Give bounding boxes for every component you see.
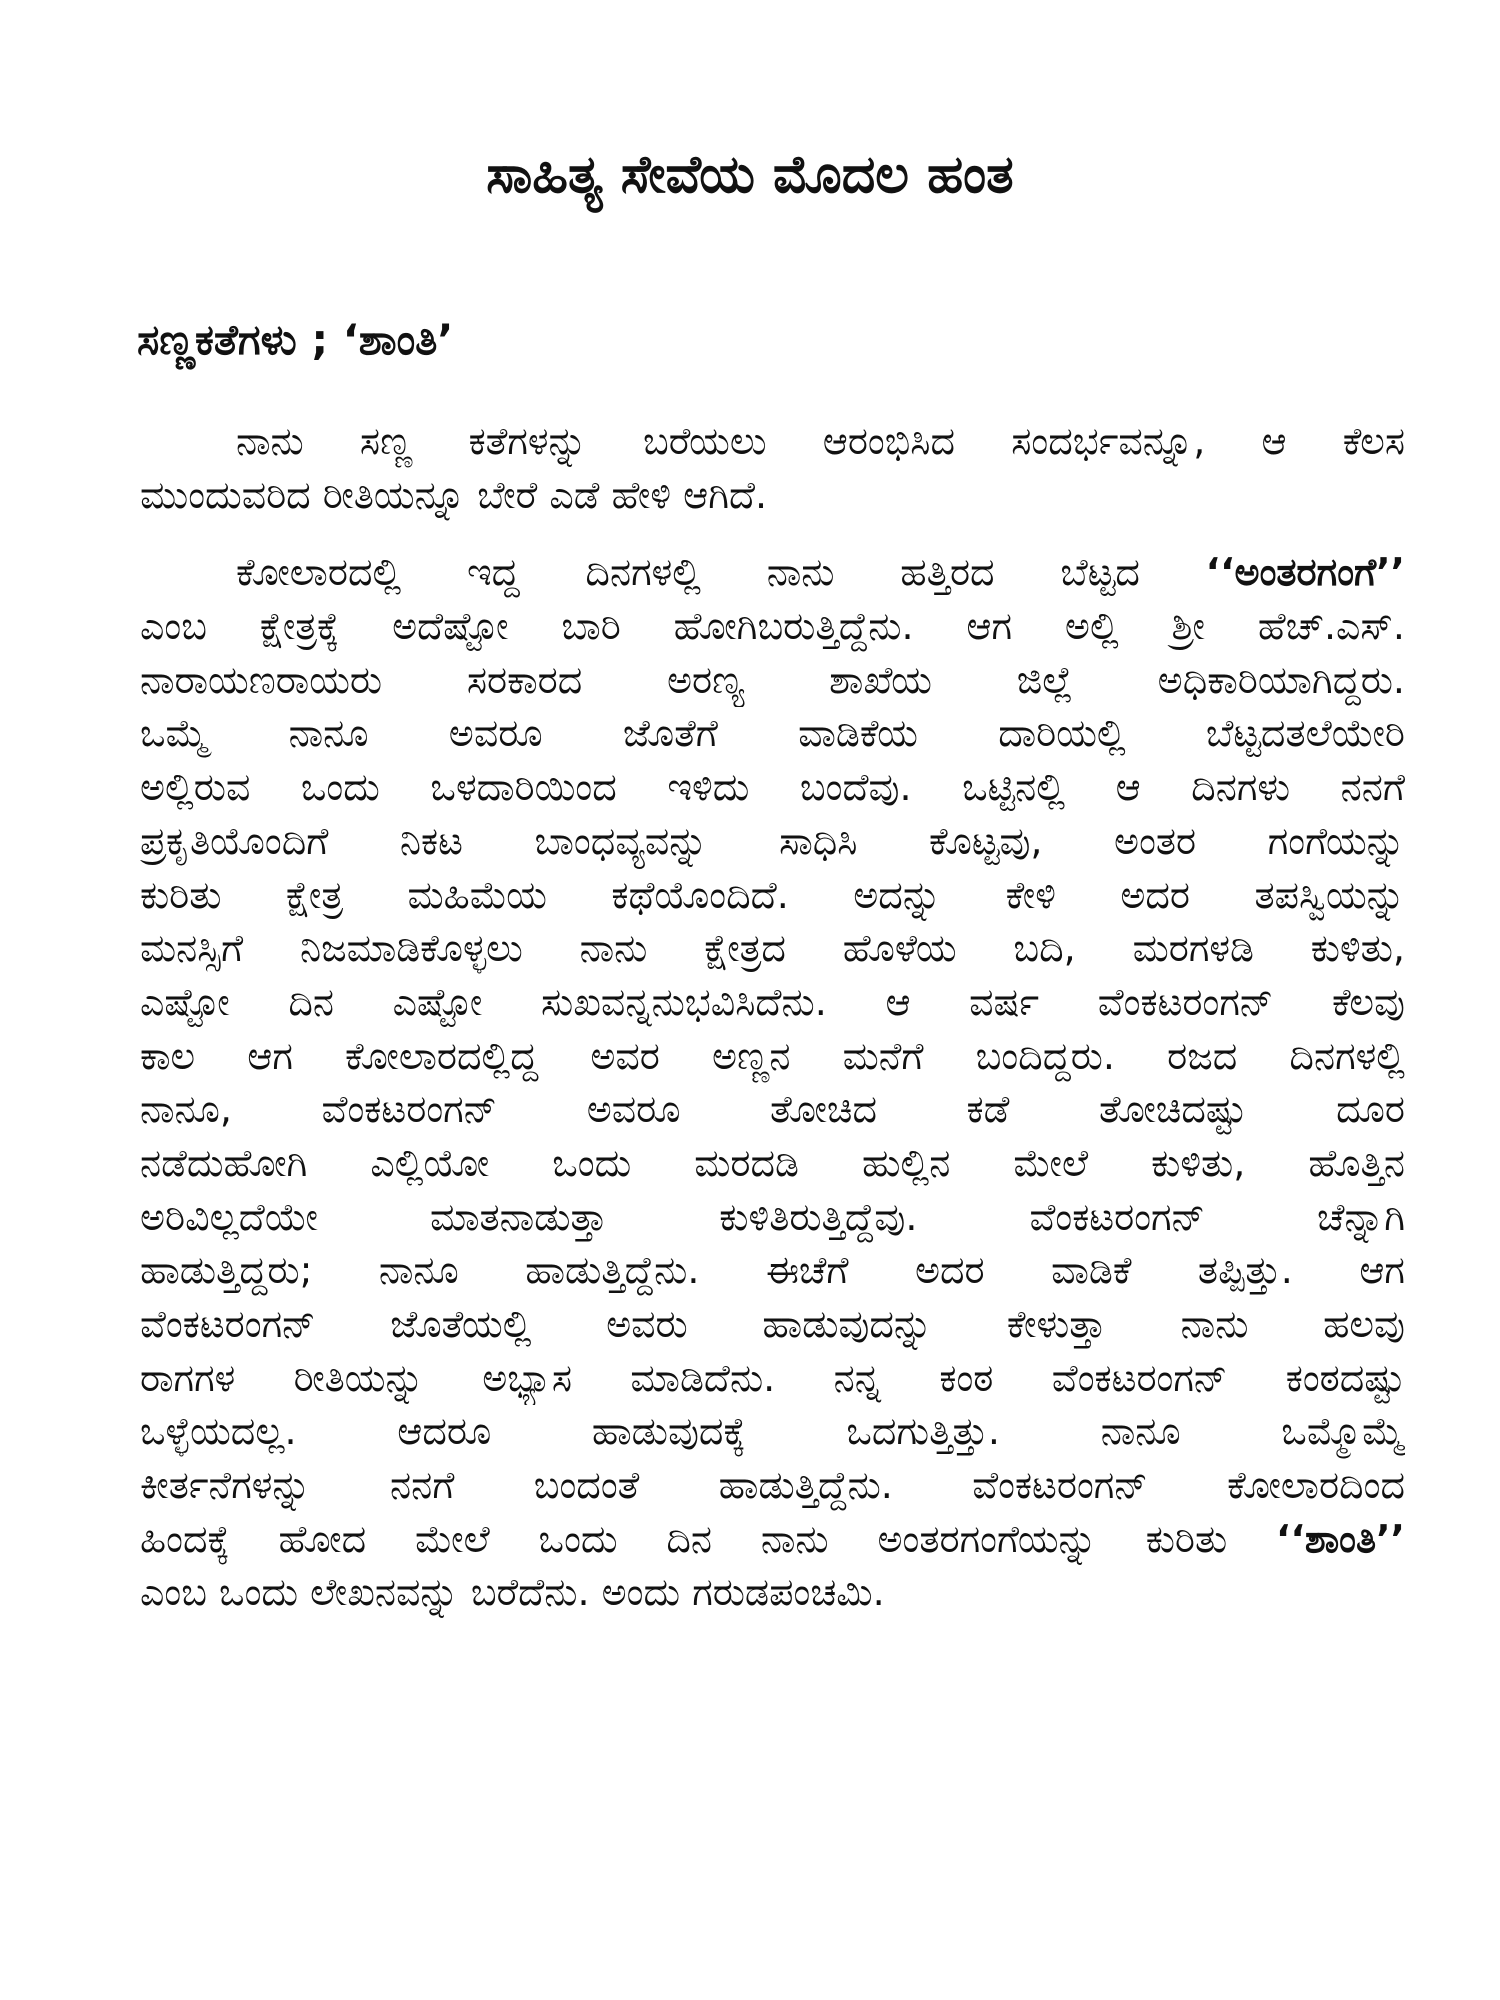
- text-line: ಎಷ್ಟೋ ದಿನ ಎಷ್ಟೋ ಸುಖವನ್ನನುಭವಿಸಿದೆನು. ಆ ವರ್ಷ ವೆಂಕಟರಂಗನ್ ಕೆಲವು: [140, 979, 1405, 1024]
- section-heading: ಸಣ್ಣಕತೆಗಳು ; ‘ಶಾಂತಿ’: [137, 315, 454, 364]
- text-line: ಅರಿವಿಲ್ಲದೆಯೇ ಮಾತನಾಡುತ್ತಾ ಕುಳಿತಿರುತ್ತಿದ್ದೆವು. ವೆಂಕಟರಂಗನ್ ಚೆನ್ನಾಗಿ: [140, 1194, 1405, 1239]
- text-line: ಒಮ್ಮೆ ನಾನೂ ಅವರೂ ಜೊತೆಗೆ ವಾಡಿಕೆಯ ದಾರಿಯಲ್ಲಿ ಬೆಟ್ಟದತಲೆಯೇರಿ: [140, 711, 1405, 756]
- text-span: ಕೋಲಾರದಲ್ಲಿ ಇದ್ದ ದಿನಗಳಲ್ಲಿ ನಾನು ಹತ್ತಿರದ ಬೆಟ್ಟದ: [236, 550, 1206, 595]
- quoted-title: ‘‘ಅಂತರಗಂಗೆ’’: [1205, 550, 1405, 595]
- body-text: [140, 415, 1405, 1620]
- text-line: [140, 1513, 1405, 1567]
- text-line: ಒಳ್ಳೆಯದಲ್ಲ. ಆದರೂ ಹಾಡುವುದಕ್ಕೆ ಒದಗುತ್ತಿತ್ತು. ನಾನೂ ಒಮ್ಮೊಮ್ಮೆ: [140, 1409, 1405, 1454]
- text-line: ಎಂಬ ಕ್ಷೇತ್ರಕ್ಕೆ ಅದೆಷ್ಟೋ ಬಾರಿ ಹೋಗಿಬರುತ್ತಿದ್ದೆನು. ಆಗ ಅಲ್ಲಿ ಶ್ರೀ ಹೆಚ್.ಎಸ್.: [140, 604, 1405, 649]
- text-line: ಕಾಲ ಆಗ ಕೋಲಾರದಲ್ಲಿದ್ದ ಅವರ ಅಣ್ಣನ ಮನೆಗೆ ಬಂದಿದ್ದರು. ರಜದ ದಿನಗಳಲ್ಲಿ: [140, 1033, 1405, 1078]
- text-line: ಮುಂದುವರಿದ ರೀತಿಯನ್ನೂ ಬೇರೆ ಎಡೆ ಹೇಳಿ ಆಗಿದೆ.: [140, 472, 768, 517]
- text-line: ರಾಗಗಳ ರೀತಿಯನ್ನು ಅಭ್ಯಾಸ ಮಾಡಿದೆನು. ನನ್ನ ಕಂಠ ವೆಂಕಟರಂಗನ್ ಕಂಠದಷ್ಟು: [140, 1355, 1405, 1400]
- text-line: ನಾನೂ, ವೆಂಕಟರಂಗನ್ ಅವರೂ ತೋಚಿದ ಕಡೆ ತೋಚಿದಷ್ಟು ದೂರ: [140, 1087, 1405, 1132]
- text-span: ಹಿಂದಕ್ಕೆ ಹೋದ ಮೇಲೆ ಒಂದು ದಿನ ನಾನು ಅಂತರಗಂಗೆಯನ್ನು ಕುರಿತು: [140, 1516, 1277, 1561]
- text-line: ವೆಂಕಟರಂಗನ್ ಜೊತೆಯಲ್ಲಿ ಅವರು ಹಾಡುವುದನ್ನು ಕೇಳುತ್ತಾ ನಾನು ಹಲವು: [140, 1302, 1405, 1346]
- text-line: [140, 546, 1405, 600]
- text-line: ಅಲ್ಲಿರುವ ಒಂದು ಒಳದಾರಿಯಿಂದ ಇಳಿದು ಬಂದೆವು. ಒಟ್ಟಿನಲ್ಲಿ ಆ ದಿನಗಳು ನನಗೆ: [140, 765, 1405, 810]
- text-line: ಪ್ರಕೃತಿಯೊಂದಿಗೆ ನಿಕಟ ಬಾಂಧವ್ಯವನ್ನು ಸಾಧಿಸಿ ಕೊಟ್ಟವು, ಅಂತರ ಗಂಗೆಯನ್ನು: [140, 818, 1405, 863]
- text-line: ಎಂಬ ಒಂದು ಲೇಖನವನ್ನು ಬರೆದೆನು. ಅಂದು ಗರುಡಪಂಚಮಿ.: [140, 1570, 885, 1615]
- text-line: ಹಾಡುತ್ತಿದ್ದರು; ನಾನೂ ಹಾಡುತ್ತಿದ್ದೆನು. ಈಚೆಗೆ ಅದರ ವಾಡಿಕೆ ತಪ್ಪಿತ್ತು. ಆಗ: [140, 1248, 1405, 1293]
- text-line: ನಾರಾಯಣರಾಯರು ಸರಕಾರದ ಅರಣ್ಯ ಶಾಖೆಯ ಜಿಲ್ಲೆ ಅಧಿಕಾರಿಯಾಗಿದ್ದರು.: [140, 657, 1405, 702]
- text-line: ಕುರಿತು ಕ್ಷೇತ್ರ ಮಹಿಮೆಯ ಕಥೆಯೊಂದಿದೆ. ಅದನ್ನು ಕೇಳಿ ಅದರ ತಪಸ್ವಿಯನ್ನು: [140, 872, 1405, 917]
- chapter-title: ಸಾಹಿತ್ಯ ಸೇವೆಯ ಮೊದಲ ಹಂತ: [486, 145, 1014, 205]
- quoted-title: ‘‘ಶಾಂತಿ’’: [1276, 1516, 1405, 1561]
- text-line: ನಾನು ಸಣ್ಣ ಕತೆಗಳನ್ನು ಬರೆಯಲು ಆರಂಭಿಸಿದ ಸಂದರ್ಭವನ್ನೂ, ಆ ಕೆಲಸ: [236, 419, 1405, 463]
- text-line: ಮನಸ್ಸಿಗೆ ನಿಜಮಾಡಿಕೊಳ್ಳಲು ನಾನು ಕ್ಷೇತ್ರದ ಹೊಳೆಯ ಬದಿ, ಮರಗಳಡಿ ಕುಳಿತು,: [140, 926, 1405, 971]
- text-line: ನಡೆದುಹೋಗಿ ಎಲ್ಲಿಯೋ ಒಂದು ಮರದಡಿ ಹುಲ್ಲಿನ ಮೇಲೆ ಕುಳಿತು, ಹೊತ್ತಿನ: [140, 1140, 1405, 1185]
- text-line: ಕೀರ್ತನೆಗಳನ್ನು ನನಗೆ ಬಂದಂತೆ ಹಾಡುತ್ತಿದ್ದೆನು. ವೆಂಕಟರಂಗನ್ ಕೋಲಾರದಿಂದ: [140, 1463, 1405, 1508]
